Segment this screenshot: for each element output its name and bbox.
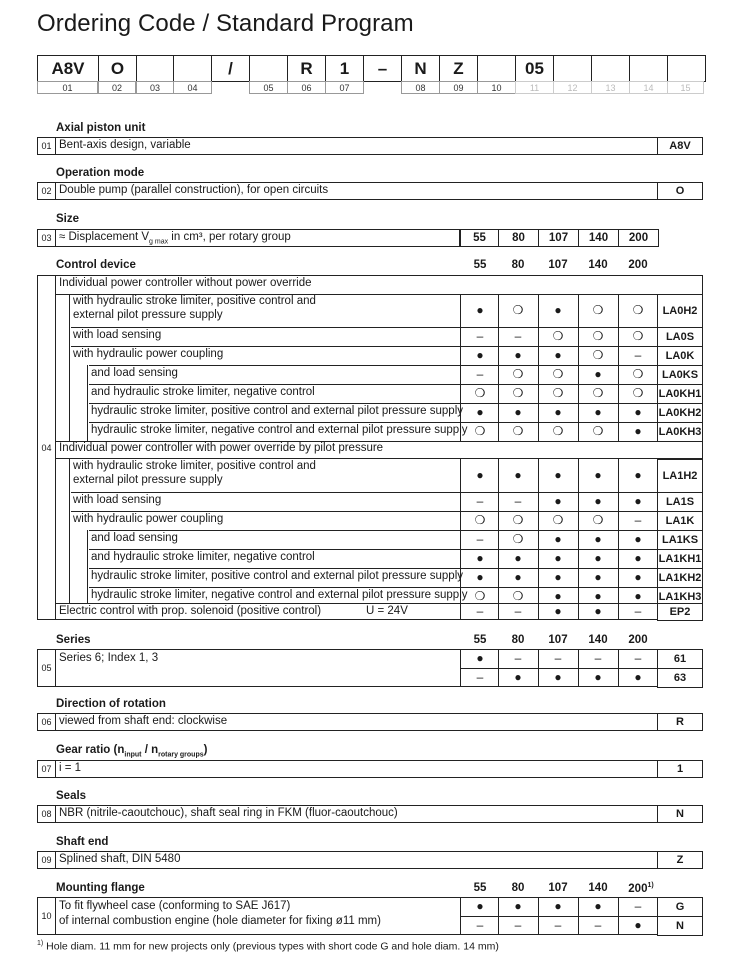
control-option-text: with hydraulic power coupling — [73, 513, 224, 525]
availability-symbol: – — [554, 651, 562, 665]
size-value-box: 200 — [618, 229, 659, 247]
available-filled: ● — [634, 405, 642, 419]
availability-symbol: ● — [594, 899, 602, 913]
code-box — [249, 55, 288, 82]
available-filled: ● — [634, 551, 642, 565]
section-title-seals: Seals — [56, 790, 87, 802]
size-value-box: 107 — [538, 229, 579, 247]
code-box — [136, 55, 174, 82]
available-filled: ● — [594, 494, 602, 508]
electric-voltage: U = 24V — [366, 605, 408, 617]
section-title-control: Control device — [56, 259, 136, 271]
control-option-text: hydraulic stroke limiter, positive control and external pilot pressure supply — [91, 570, 464, 582]
code-box: N — [657, 805, 703, 823]
grid-line — [89, 549, 703, 550]
available-filled: ● — [514, 570, 522, 584]
size-text: ≈ Displacement $V_{g max}$ in cm³, per rotary group — [59, 231, 291, 246]
size-column-header: 107 — [548, 259, 568, 271]
availability-symbol: – — [594, 651, 602, 665]
availability-symbol: ❍ — [552, 367, 564, 381]
availability-symbol: ● — [514, 899, 522, 913]
control-option-text: hydraulic stroke limiter, negative control and external pilot pressure supply — [91, 424, 468, 436]
size-value-box: 140 — [578, 229, 619, 247]
code-box: / — [211, 55, 250, 82]
control-option-text: and hydraulic stroke limiter, negative control — [91, 386, 315, 398]
control-option-text: hydraulic stroke limiter, negative control and external pilot pressure supply — [91, 589, 468, 601]
code-position-number: 08 — [401, 81, 440, 94]
availability-symbol: – — [634, 513, 642, 527]
available-filled: ● — [514, 405, 522, 419]
size-column-header: 80 — [511, 259, 525, 271]
available-filled: ● — [476, 468, 484, 482]
flange-text-line1: To fit flywheel case (conforming to SAE J617) — [59, 900, 291, 912]
available-filled: ● — [514, 551, 522, 565]
code-position-number: 07 — [325, 81, 364, 94]
code-box: 1 — [657, 760, 703, 778]
code-box: A8V — [37, 55, 99, 82]
availability-symbol: ❍ — [552, 424, 564, 438]
size-column-header: 55 — [473, 259, 487, 271]
section-title-gear: Gear ratio $(n_{input} / n_{rotary groups})$ — [56, 744, 208, 759]
code-box: – — [363, 55, 402, 82]
available-filled: ● — [634, 532, 642, 546]
size-column-header: 107 — [548, 882, 568, 894]
code-box: LA0KH2 — [657, 403, 703, 423]
code-position-number: 14 — [629, 81, 668, 94]
control-option-text: with load sensing — [73, 494, 162, 506]
availability-symbol: – — [514, 918, 522, 932]
availability-symbol: – — [476, 329, 484, 343]
available-filled: ● — [594, 367, 602, 381]
code-box: LA0KS — [657, 365, 703, 385]
available-filled: ● — [594, 551, 602, 565]
code-box: LA0K — [657, 346, 703, 366]
availability-symbol: ● — [554, 670, 562, 684]
availability-symbol: ❍ — [512, 532, 524, 546]
availability-symbol: ❍ — [512, 589, 524, 603]
availability-symbol: ❍ — [552, 513, 564, 527]
code-position-number: 09 — [439, 81, 478, 94]
footnote: $^{1)}$ Hole diam. 11 mm for new projects only (previous types with short code G and hole diam. 14 mm) — [37, 940, 499, 953]
section-number: 10 — [37, 897, 56, 935]
code-box — [667, 55, 706, 82]
size-column-header: 80 — [511, 882, 525, 894]
code-position-number: 05 — [249, 81, 288, 94]
code-box: 1 — [325, 55, 364, 82]
size-column-header: 80 — [511, 634, 525, 646]
section-title-shaft: Shaft end — [56, 836, 109, 848]
available-filled: ● — [634, 424, 642, 438]
available-filled: ● — [554, 468, 562, 482]
availability-symbol: ❍ — [592, 348, 604, 362]
availability-symbol: ❍ — [632, 386, 644, 400]
grid-line — [89, 568, 703, 569]
availability-symbol: ❍ — [592, 424, 604, 438]
grid-line — [89, 530, 703, 531]
availability-symbol: ❍ — [474, 589, 486, 603]
section-title-operation: Operation mode — [56, 167, 145, 179]
availability-symbol: ❍ — [552, 386, 564, 400]
code-box — [629, 55, 668, 82]
control-option-text: hydraulic stroke limiter, positive control and external pilot pressure supply — [91, 405, 464, 417]
grid-line — [89, 587, 703, 588]
grid-line — [89, 384, 703, 385]
control-option-text: with hydraulic power coupling — [73, 348, 224, 360]
section-title-series: Series — [56, 634, 91, 646]
available-filled: ● — [594, 570, 602, 584]
available-filled: ● — [594, 532, 602, 546]
availability-symbol: ● — [476, 651, 484, 665]
code-box: LA1KS — [657, 530, 703, 550]
code-position-number: 03 — [136, 81, 174, 94]
available-filled: ● — [476, 570, 484, 584]
grid-line — [56, 458, 703, 459]
code-position-number: 06 — [287, 81, 326, 94]
code-position-number: 10 — [477, 81, 516, 94]
control-option-text: and load sensing — [91, 367, 178, 379]
code-box: LA0S — [657, 327, 703, 347]
size-column-header: 55 — [473, 882, 487, 894]
available-filled: ● — [514, 468, 522, 482]
electric-text: Electric control with prop. solenoid (positive control) — [59, 605, 322, 617]
size-column-header: 140 — [588, 259, 608, 271]
code-box: LA1KH2 — [657, 568, 703, 588]
size-column-header: 200 — [628, 634, 648, 646]
size-column-header: 200$^{1)}$ — [628, 882, 654, 895]
code-box: LA0KH3 — [657, 422, 703, 442]
grid-line — [89, 365, 703, 366]
seals-text: NBR (nitrile-caoutchouc), shaft seal ring in FKM (fluor-caoutchouc) — [59, 807, 398, 819]
control-group-1: Individual power controller without power override — [59, 277, 312, 289]
grid-line — [69, 458, 70, 603]
availability-symbol: ❍ — [592, 513, 604, 527]
availability-symbol: – — [514, 604, 522, 618]
code-box: O — [657, 182, 703, 200]
section-number: 07 — [37, 760, 56, 778]
availability-symbol: ❍ — [512, 367, 524, 381]
code-box: LA1KH1 — [657, 549, 703, 569]
available-filled: ● — [554, 348, 562, 362]
code-box: G — [657, 897, 703, 917]
grid-line — [87, 365, 88, 441]
code-box: LA1K — [657, 511, 703, 531]
availability-symbol: ● — [554, 604, 562, 618]
available-filled: ● — [554, 570, 562, 584]
code-box: Z — [439, 55, 478, 82]
series-text: Series 6; Index 1, 3 — [59, 652, 159, 664]
section-number: 02 — [37, 182, 56, 200]
control-group-2: Individual power controller with power override by pilot pressure — [59, 442, 384, 454]
control-option-text: and load sensing — [91, 532, 178, 544]
available-filled: ● — [476, 348, 484, 362]
availability-symbol: ❍ — [512, 303, 524, 317]
code-box: LA0KH1 — [657, 384, 703, 404]
availability-symbol: ❍ — [592, 329, 604, 343]
code-box: EP2 — [657, 603, 703, 621]
code-box — [477, 55, 516, 82]
size-column-header: 140 — [588, 634, 608, 646]
code-box: R — [657, 713, 703, 731]
gear-row — [56, 760, 658, 778]
grid-line — [71, 511, 703, 512]
flange-text-line2: of internal combustion engine (hole diameter for fixing ø11 mm) — [59, 915, 381, 927]
control-option-text: with load sensing — [73, 329, 162, 341]
code-box: LA0H2 — [657, 294, 703, 328]
code-box: 61 — [657, 649, 703, 669]
available-filled: ● — [554, 551, 562, 565]
availability-symbol: – — [476, 532, 484, 546]
code-box: Z — [657, 851, 703, 869]
grid-line — [56, 441, 703, 442]
available-filled: ● — [514, 348, 522, 362]
availability-symbol: – — [634, 899, 642, 913]
availability-symbol: ❍ — [632, 367, 644, 381]
grid-line — [71, 346, 703, 347]
availability-symbol: ❍ — [632, 329, 644, 343]
section-number: 08 — [37, 805, 56, 823]
control-option-text: with hydraulic stroke limiter, positive control and — [73, 295, 316, 307]
code-position-number: 02 — [98, 81, 136, 94]
grid-line — [71, 327, 703, 328]
section-title-size: Size — [56, 213, 80, 225]
control-option-text: with hydraulic stroke limiter, positive control and — [73, 460, 316, 472]
code-position-number: 11 — [515, 81, 554, 94]
availability-symbol: ● — [476, 899, 484, 913]
availability-symbol: ❍ — [552, 329, 564, 343]
grid-line — [87, 530, 88, 603]
availability-symbol: – — [476, 367, 484, 381]
size-column-header: 200 — [628, 259, 648, 271]
available-filled: ● — [634, 494, 642, 508]
availability-symbol: ● — [514, 670, 522, 684]
available-filled: ● — [554, 494, 562, 508]
size-column-header: 55 — [473, 634, 487, 646]
code-box: N — [401, 55, 440, 82]
code-box: 05 — [515, 55, 554, 82]
code-position-number: 12 — [553, 81, 592, 94]
availability-symbol: ● — [594, 670, 602, 684]
availability-symbol: ● — [634, 670, 642, 684]
code-box: A8V — [657, 137, 703, 155]
available-filled: ● — [476, 551, 484, 565]
availability-symbol: – — [476, 604, 484, 618]
code-box — [173, 55, 212, 82]
available-filled: ● — [634, 468, 642, 482]
axial-text: Bent-axis design, variable — [59, 139, 191, 151]
availability-symbol: – — [476, 918, 484, 932]
code-box: LA1S — [657, 492, 703, 512]
section-number: 04 — [37, 275, 56, 620]
available-filled: ● — [476, 405, 484, 419]
availability-symbol: ❍ — [474, 424, 486, 438]
availability-symbol: ● — [594, 604, 602, 618]
availability-symbol: – — [634, 604, 642, 618]
operation-text: Double pump (parallel construction), for open circuits — [59, 184, 329, 196]
availability-symbol: ❍ — [592, 386, 604, 400]
code-box: LA1KH3 — [657, 587, 703, 607]
availability-symbol: ❍ — [512, 424, 524, 438]
availability-symbol: – — [476, 670, 484, 684]
availability-symbol: – — [594, 918, 602, 932]
availability-symbol: ❍ — [474, 386, 486, 400]
section-number: 09 — [37, 851, 56, 869]
available-filled: ● — [634, 589, 642, 603]
available-filled: ● — [594, 468, 602, 482]
size-value-box: 55 — [460, 229, 499, 247]
code-position-number: 15 — [667, 81, 704, 94]
code-box: O — [98, 55, 137, 82]
section-title-flange: Mounting flange — [56, 882, 145, 894]
size-value-box: 80 — [498, 229, 539, 247]
availability-symbol: – — [634, 651, 642, 665]
code-position-number: 04 — [173, 81, 212, 94]
available-filled: ● — [594, 405, 602, 419]
availability-symbol: – — [514, 651, 522, 665]
available-filled: ● — [554, 532, 562, 546]
section-title-direction: Direction of rotation — [56, 698, 166, 710]
control-option-text: external pilot pressure supply — [73, 309, 223, 321]
size-column-header: 140 — [588, 882, 608, 894]
grid-line — [89, 403, 703, 404]
section-number: 06 — [37, 713, 56, 731]
code-position-number: 13 — [591, 81, 630, 94]
available-filled: ● — [554, 405, 562, 419]
available-filled: ● — [594, 589, 602, 603]
availability-symbol: ● — [634, 918, 642, 932]
code-box — [591, 55, 630, 82]
code-box: 63 — [657, 668, 703, 688]
availability-symbol: ❍ — [512, 386, 524, 400]
availability-symbol: – — [476, 494, 484, 508]
availability-symbol: – — [554, 918, 562, 932]
control-option-text: and hydraulic stroke limiter, negative control — [91, 551, 315, 563]
section-number: 01 — [37, 137, 56, 155]
direction-text: viewed from shaft end: clockwise — [59, 715, 228, 727]
section-number: 03 — [37, 229, 56, 247]
code-box: N — [657, 916, 703, 936]
page-title: Ordering Code / Standard Program — [37, 10, 414, 37]
available-filled: ● — [634, 570, 642, 584]
size-column-header: 107 — [548, 634, 568, 646]
availability-symbol: – — [514, 329, 522, 343]
control-option-text: external pilot pressure supply — [73, 474, 223, 486]
available-filled: ● — [476, 303, 484, 317]
code-box — [553, 55, 592, 82]
shaft-text: Splined shaft, DIN 5480 — [59, 853, 181, 865]
availability-symbol: – — [514, 494, 522, 508]
grid-line — [89, 422, 703, 423]
availability-symbol: ❍ — [512, 513, 524, 527]
availability-symbol: ❍ — [592, 303, 604, 317]
code-box: LA1H2 — [657, 459, 703, 493]
section-number: 05 — [37, 649, 56, 687]
code-box: R — [287, 55, 326, 82]
availability-symbol: ● — [554, 899, 562, 913]
availability-symbol: ❍ — [474, 513, 486, 527]
code-position-number: 01 — [37, 81, 98, 94]
availability-symbol: – — [634, 348, 642, 362]
availability-symbol: ❍ — [632, 303, 644, 317]
grid-line — [71, 492, 703, 493]
section-title-axial: Axial piston unit — [56, 122, 146, 134]
gear-text: i = 1 — [59, 762, 82, 774]
available-filled: ● — [554, 589, 562, 603]
grid-line — [69, 294, 70, 441]
available-filled: ● — [554, 303, 562, 317]
